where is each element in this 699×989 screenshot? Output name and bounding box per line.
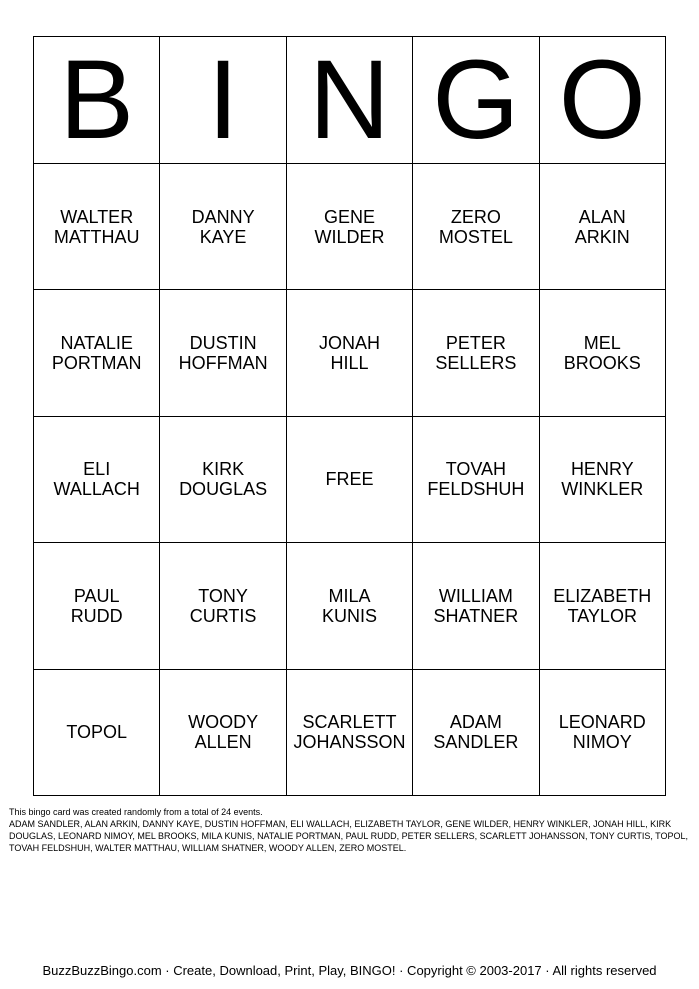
bingo-grid (33, 36, 666, 796)
bingo-cell (34, 543, 160, 669)
cell-label: ADAM SANDLER (433, 712, 519, 753)
cell-label: FREE (325, 469, 374, 490)
cell-label: NATALIE PORTMAN (51, 333, 142, 374)
bingo-cell (286, 290, 412, 416)
header-cell (413, 37, 539, 164)
card-info-events: ADAM SANDLER, ALAN ARKIN, DANNY KAYE, DUSTIN HOFFMAN, ELI WALLACH, ELIZABETH TAYLOR, GENE WILDER, HENRY WINKLER, JONAH HILL, KIRK DOUGLAS, LEONARD NIMOY, MEL BROOKS, MILA KUNIS, NATALIE PORTMAN, PAUL RUDD, PETER SELLERS, SCARLETT JOHANSSON, TONY CURTIS, TOPOL, TOVAH FELDSHUH, WALTER MATTHAU, WILLIAM SHATNER, WOODY ALLEN, ZERO MOSTEL. (9, 819, 689, 853)
cell-label: MEL BROOKS (563, 333, 641, 374)
bingo-cell (286, 669, 412, 795)
bingo-cell (34, 164, 160, 290)
cell-label: HENRY WINKLER (561, 459, 644, 500)
column-letter: B (59, 37, 135, 162)
cell-label: PETER SELLERS (435, 333, 517, 374)
cell-label: WILLIAM SHATNER (433, 585, 519, 626)
cell-label: DANNY KAYE (191, 206, 255, 247)
bingo-cell (160, 543, 286, 669)
bingo-row (34, 669, 666, 795)
bingo-row (34, 290, 666, 416)
bingo-cell (160, 669, 286, 795)
cell-label: SCARLETT JOHANSSON (293, 712, 406, 753)
bingo-cell (160, 290, 286, 416)
bingo-cell (160, 164, 286, 290)
bingo-cell (539, 290, 665, 416)
bingo-cell (539, 543, 665, 669)
column-letter: N (309, 37, 390, 162)
header-row (34, 37, 666, 164)
header-cell (160, 37, 286, 164)
card-info-intro: This bingo card was created randomly from a total of 24 events. (9, 807, 263, 817)
cell-label: GENE WILDER (314, 206, 385, 247)
cell-label: MILA KUNIS (321, 585, 377, 626)
bingo-cell (286, 164, 412, 290)
bingo-cell (539, 164, 665, 290)
cell-label: ELIZABETH TAYLOR (553, 585, 652, 626)
site-credit: BuzzBuzzBingo.com · Create, Download, Print, Play, BINGO! · Copyright © 2003-2017 · All rights reserved (42, 963, 657, 978)
cell-label: TOPOL (66, 722, 128, 743)
bingo-cell (413, 669, 539, 795)
cell-label: ELI WALLACH (53, 459, 140, 500)
bingo-cell (34, 290, 160, 416)
cell-label: TONY CURTIS (189, 585, 257, 626)
cell-label: DUSTIN HOFFMAN (178, 333, 268, 374)
bingo-cell (539, 416, 665, 542)
card-info-text (9, 806, 689, 854)
bingo-row (34, 416, 666, 542)
cell-label: WALTER MATTHAU (53, 206, 140, 247)
cell-label: JONAH HILL (318, 333, 380, 374)
bingo-cell (34, 669, 160, 795)
cell-label: WOODY ALLEN (188, 712, 259, 753)
column-letter: I (207, 37, 239, 162)
header-cell (286, 37, 412, 164)
column-letter: G (432, 37, 520, 162)
cell-label: TOVAH FELDSHUH (427, 459, 525, 500)
header-cell (539, 37, 665, 164)
cell-label: KIRK DOUGLAS (179, 459, 268, 500)
cell-label: LEONARD NIMOY (558, 712, 646, 753)
bingo-cell (413, 290, 539, 416)
cell-label: ZERO MOSTEL (438, 206, 513, 247)
bingo-cell (413, 164, 539, 290)
bingo-cell (286, 543, 412, 669)
bingo-cell (413, 543, 539, 669)
column-letter: O (558, 37, 646, 162)
bingo-row (34, 164, 666, 290)
header-cell (34, 37, 160, 164)
cell-label: ALAN ARKIN (574, 206, 630, 247)
bingo-cell (160, 416, 286, 542)
bingo-cell (413, 416, 539, 542)
free-cell (286, 416, 412, 542)
cell-label: PAUL RUDD (70, 585, 123, 626)
bingo-cell (34, 416, 160, 542)
bingo-cell (539, 669, 665, 795)
bingo-row (34, 543, 666, 669)
